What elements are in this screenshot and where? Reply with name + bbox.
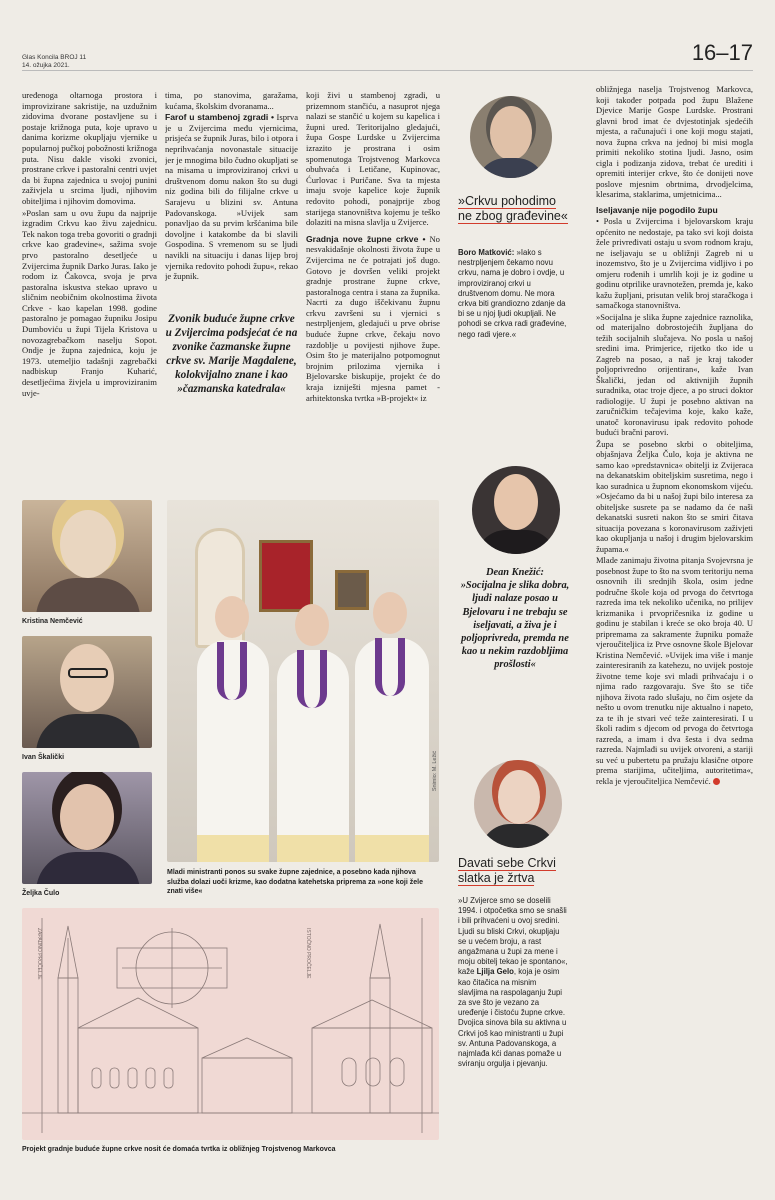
drawing-label-right: ISTOČNO PROČELJE xyxy=(305,928,311,979)
article-paragraph: • Posla u Zvijercima i bjelovarskom kraju općenito ne nedostaje, pa tako svi koji doista žele privređivati ostaju u svom rodnom kraju, ne iseljavaju se u obližnji Zagreb ni u inozemstvo, što je u Zvijercima vidljivo i po omjeru rođenih i umrlih koji je iz godine u godinu otprilike uravnotežen, premda je, kako kažu župljani, prisutan velik broj staračkoga i samačkoga stanovništva. xyxy=(596,216,753,310)
face-shape xyxy=(498,770,540,824)
subheading: Iseljavanje nije pogodilo župu xyxy=(596,204,718,215)
body-shape xyxy=(476,530,556,554)
article-paragraph: tima, po stanovima, garažama, kućama, školskim dvoranama... xyxy=(165,90,298,111)
face-shape xyxy=(60,644,114,712)
article-paragraph: »Socijalna je slika župne zajednice raznolika, od materijalno dobrostojećih župljana do težih socijalnih slučajeva. No posla u našoj sredini ima. Primjerice, rijetko tko ide u Zagreb na posao, a naš je kraj također poljoprivredno orijentiran«, kaže Ivan Škalički, jedan od aktivnijih župnih suradnika, otac troje djece, a po struci doktor radiologije. U župi je posebno aktivan na zaručničkim tečajevima koje, kako kaže, unatoč koronavirusu ipak redovito pohode budući bračni parovi. xyxy=(596,311,753,437)
face-shape xyxy=(490,106,532,160)
quote-text: »U Zvijerce smo se doselili 1994. i otpočetka smo se snašli i bili prihvaćeni u ovoj sredini. Ljudi su bliski Crkvi, okupljaju se u većem broju, a rast angažmana u župi za mene i moju obitelj tekao je spontano«, kaže Ljilja Gelo, koja je osim kao čitačica na misnim slavljima na raspolaganju župi za sve što je vezano za uređenje i čistoću župne crkve. Dvojica sinova bila su aktivna u Crkvi još kao ministranti u župi sv. Antuna Padovanskoga, a najmlađa kći danas pomaže u sviranju orgulja i pjevanju. xyxy=(458,896,568,1069)
quote-headline: Davati sebe Crkvi slatka je žrtva xyxy=(458,856,556,885)
framed-picture xyxy=(259,540,313,612)
portrait-caption: Željka Čulo xyxy=(22,890,60,897)
church-elevation-drawing xyxy=(22,908,439,1140)
pull-quote-block xyxy=(455,566,575,672)
portrait-caption: Kristina Nemčević xyxy=(22,618,83,625)
subheading: Farof u stambenoj zgradi • xyxy=(165,112,275,123)
face-shape xyxy=(373,592,407,634)
article-paragraph: Mlade zanimaju životna pitanja Svojevrsna je posebnost župe to što na svom teritoriju nema osnovnih ili srednjih škola, osim jedne područne škole koja od prvoga do četvrtoga razreda ima tek nekoliko učenika, no prilijev krizmanika i prvopričesnika iz godine u godinu je stabilan i kreće se oko broja 40. U pripremama za sakramente župniku pomaže vjeroučiteljica iz Prve osnovne škole Bjelovar Kristina Nemčević. »Uvijek ima više i manje zainteresiranih za katehezu, no uvijek postoje životne teme koje svi mladi prihvaćaju i o njima rado razgovaraju. Sve što se tiče njihova života rado slušaju, no čim osjete da nešto u ovom trenutku nije aktualno i napeto, za te ih je stvari već teže zainteresirati. I u školi radim s djecom od prvoga do četvrtoga razreda, a imam i dva šesta i dva sedma razreda. Najmlađi su uvijek otvoreni, a stariji su već u pubertetu pa pružaju klasične otpore prema starijima, učiteljima, autoritetima«, rekla je vjeroučiteljica Nemčević. xyxy=(596,555,753,786)
quote-headline: »Crkvu pohodimo ne zbog građevine« xyxy=(458,194,568,223)
article-column-6 xyxy=(596,84,753,1160)
drawing-label-left: ZAPADNO PROČELJE xyxy=(36,928,42,980)
portrait-photo xyxy=(22,636,152,748)
drawing-caption: Projekt gradnje buduće župne crkve nosit će domaća tvrtka iz obližnjeg Trojstvenog Markovca xyxy=(22,1146,336,1153)
photo-caption: Mladi ministranti ponos su svake župne zajednice, a posebno kada njihova služba dolazi uoči krizme, kao dodatna katehetska priprema za »one koji žele znati više« xyxy=(167,869,423,895)
portrait-caption: Ivan Škalički xyxy=(22,754,65,761)
photo-credit: Snimio: M. Ležić xyxy=(431,750,438,792)
portrait-photo xyxy=(22,772,152,884)
drawing-lines xyxy=(22,908,439,1140)
end-of-article-icon xyxy=(713,778,720,785)
article-paragraph: No nesvakidašnje okolnosti života župe u Zvijercima ne će potrajati još dugo. Gotovo je dovršen veliki projekt gradnje prostrane župne crkve, pastoralnoga centra i stana za župnika. Nacrti za dugo iščekivanu župnu crkvu završeni su i vjernici s nestrpljenjem, gledajući u prve obrise buduće župne crkve, čekaju novo razdoblje u povijesti njihove župe. Osim što je materijalno potpomognut brojnim prilozima vjernika i Bjelovarske biskupije, projekt će do kraja izniješti mjesna pamet - arhitektonska tvrtka »B-projekt« iz xyxy=(306,233,440,403)
quote-speaker: Ljilja Gelo xyxy=(476,967,514,977)
subheading: Gradnja nove župne crkve • xyxy=(306,233,426,244)
quote-text: Boro Matković: »Iako s nestrpljenjem čekamo novu crkvu, nama je dobro i ovdje, u improviziranoj crkvi u društvenom domu. Ne mora crkva biti grandiozno zdanje da bi se u njoj ljudi okupljali. Ne pohodi se crkva radi građevine, nego radi vjere.« xyxy=(458,248,567,339)
face-shape xyxy=(60,784,114,850)
body-shape xyxy=(476,158,546,178)
article-paragraph: obližnjega naselja Trojstvenog Markovca, koji također potpada pod župu Blažene Djevice Marije Gospe Lurdske. Prostrani glavni brod imat će dvjestotinjak sjedećih mjesta, a računajući i one koji mogu stajati, nova župna crkva na jednoj bi misi mogla primiti nekoliko stotina ljudi. Jasno, osim cigla i podizanja zidova, trebat će urediti i opremiti interijer crkve, što će donijeti nove poslove mjesnim obrtnima, drvodjelcima, klesarima, staklarima, umjetnicima... xyxy=(596,84,753,199)
publication-header xyxy=(22,54,86,70)
issue-date: 14. ožujka 2021. xyxy=(22,62,70,69)
purple-stole xyxy=(375,638,405,696)
publication-name: Glas Koncila BROJ 11 xyxy=(22,54,87,61)
article-column-3 xyxy=(306,90,440,492)
face-shape xyxy=(494,474,538,530)
face-shape xyxy=(215,596,249,638)
article-paragraph: Isprva je u Zvijercima među vjernicima, prisjeća se župnik Juras, bilo i otpora i neprihvaćanja novonastale situacije jer je mnogima bilo čudno okupljati se na misama u improviziranoj crkvi u društvenom domu nakon što su dugi niz godina bili do filijalne crkve u Sarajevu u blizini sv. Antuna Padovanskoga. »Uvijek sam ponavljao da su prvim kršćanima bile dovoljne i katakombe da bi slavili Gospodina. S vremenom su se ljudi navikli na situaciju i danas lijep broj vjernika redovito pohodi župu«, rekao je župnik. xyxy=(165,112,298,282)
speaker-photo xyxy=(474,760,562,848)
article-column-2 xyxy=(165,90,298,302)
face-shape xyxy=(295,604,329,646)
article-paragraph: uređenoga oltarnoga prostora i improvizirane sakristije, na uzdužnim zidovima dvorane postavljene su i postaje križnoga puta, koje upravo u danima korizme okupljaju vjernike u popularnoj pučkoj pobožnosti križnoga puta. Nisu dakle visoki zvonici, prostrane crkve i pastoralni centri uvjet da bi župna zajednica u svojoj punini zaživjela u srcima ljudi, njihovim obiteljima i njihovim domovima. xyxy=(22,90,157,206)
quote-speaker: Boro Matković: xyxy=(458,248,515,257)
speaker-photo xyxy=(470,96,552,178)
face-shape xyxy=(60,510,116,578)
portrait-photo xyxy=(22,500,152,612)
body-shape xyxy=(36,714,140,748)
page-numbers: 16–17 xyxy=(691,40,753,65)
article-paragraph: koji živi u stambenoj zgradi, u prizemnom stančiću, a nasuprot njega nalazi se stančić u kojem su kapelica i župni ured. Teritorijalno gledajući, župa Gospe Lurdske u Zvijercima izrazito je prostrana i osim spomenutoga Trojstvenog Markovca obuhvaća i Letičane, Kupinovac, Ćurlovac i Puričane. Sva ta mjesta imaju svoje kapelice koje župnik redovito pohodi, ponajprije zbog starijega stanovništva kojemu je teško dolaziti na misna slavlja u Zvijerce. xyxy=(306,90,440,228)
purple-stole xyxy=(217,642,247,700)
body-shape xyxy=(480,824,556,848)
glasses-shape xyxy=(68,668,108,678)
altar-servers-photo xyxy=(167,500,439,862)
pull-quote: Zvonik buduće župne crkve u Zvijercima podsjećat će na zvonike čazmanske župne crkve sv. Marije Magdalene, kolokvijalno znane i kao »čazmanska katedrala« xyxy=(165,313,298,395)
body-shape xyxy=(36,578,140,612)
article-column-1 xyxy=(22,90,157,495)
article-paragraph: Župa se posebno skrbi o obiteljima, objašnjava Željka Čulo, koja je aktivna ne samo kao »predstavnica« obitelji iz Zvijeraca na dekanatskim obiteljskim susretima, nego i kao suradnica u župnom ekonomskom vijeću. »Osjećamo da bi u našoj župi bilo interesa za obiteljske susrete pa se nadamo da će naši dekanatski susreti nakon što se smiri čitava situacija povezana s koronavirusom zaživjeti kao okupljanja u našoj i drugim bjelovarskim župama.« xyxy=(596,438,753,554)
pull-quote: »Socijalna je slika dobra, ljudi nalaze posao u Bjelovaru i ne trebaju se iseljavati, a živa je i poljoprivreda, premda ne kao u nekim razdobljima prošlosti« xyxy=(460,580,570,671)
header-rule xyxy=(22,70,753,71)
purple-stole xyxy=(297,650,327,708)
article-paragraph: »Poslan sam u ovu župu da najprije izgradim Crkvu kao živu zajednicu. Tek nakon toga treba govoriti o gradnji crkve kao građevine«, sažima svoje prvo pastoralno desetljeće u Zvijercima župnik Darko Juras. Iako je rodom iz Čakovca, svoja je prva pastoralna iskustva stekao upravo u sličnim neobičnim okolnostima života Crkve - kao kapelan 1998. godine pastoralno je pomagao župniku Josipu Dumboviću u župi Tijela Kristova u novozagrebačkom naselju Sopot. Ondje je župna zajednica, koju je 1973. utemeljio tadašnji zagrebački nadbiskup Franjo Kuharić, desetljećima živjela u improviziranim uvje- xyxy=(22,207,157,398)
framed-picture xyxy=(335,570,369,610)
body-shape xyxy=(36,852,140,884)
speaker-photo xyxy=(472,466,560,554)
pull-quote-speaker: Dean Knežić: xyxy=(485,567,544,578)
